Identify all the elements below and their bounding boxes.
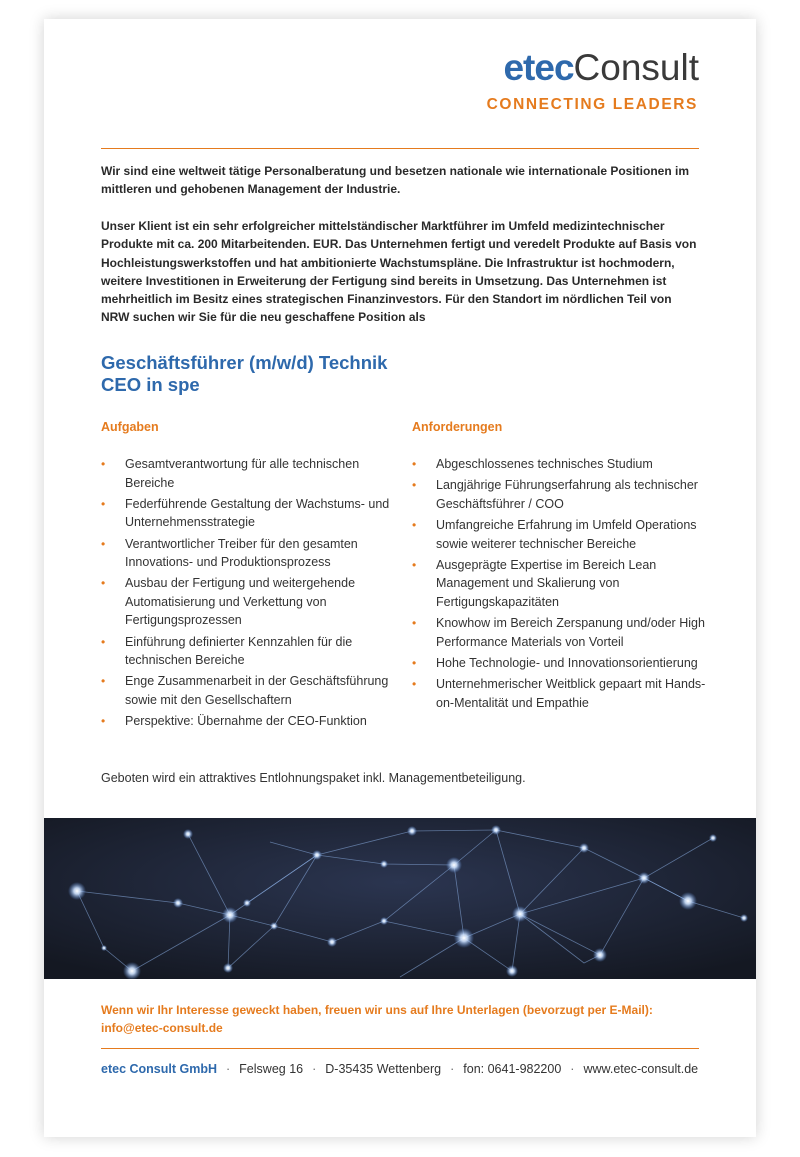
bullet-icon: • bbox=[101, 634, 106, 649]
bullet-icon: • bbox=[412, 677, 417, 692]
footer-separator: · bbox=[570, 1062, 575, 1076]
footer-phone: fon: 0641-982200 bbox=[463, 1062, 562, 1076]
bullet-icon: • bbox=[101, 714, 106, 729]
list-item-text: Hohe Technologie- und Innovationsorientierung bbox=[436, 655, 698, 670]
list-item bbox=[101, 633, 391, 670]
bullet-icon: • bbox=[101, 457, 106, 471]
tasks-heading: Aufgaben bbox=[101, 420, 159, 434]
position-title bbox=[101, 352, 387, 396]
network-graphic bbox=[44, 818, 756, 979]
footer-divider bbox=[101, 1048, 699, 1049]
requirements-heading: Anforderungen bbox=[412, 420, 503, 434]
list-item-text: Ausgeprägte Expertise im Bereich Lean Management und Skalierung von Fertigungskapazitäten bbox=[436, 557, 657, 609]
intro-paragraph-2: Unser Klient ist ein sehr erfolgreicher mittelständischer Marktführer im Umfeld medizintechnischer Produkte mit ca. 200 Mitarbeitenden. EUR. Das Unternehmen fertigt und veredelt Produkte auf Basis von Hochleistungswerkstoffen und hat ambitionierte Wachstumspläne. Die Infrastruktur ist hochmodern, weitere Investitionen in Erweiterung der Fertigung sind bereits in Umsetzung. Das Unternehmen ist mehrheitlich im Besitz eines strategischen Finanzinvestors. Für den Standort im nördlichen Teil von NRW suchen wir Sie für die neu geschaffene Position als bbox=[101, 219, 697, 325]
list-item-text: Ausbau der Fertigung und weitergehende Automatisierung und Verkettung von Fertigungsprozessen bbox=[125, 576, 356, 628]
list-item bbox=[101, 672, 391, 709]
list-item bbox=[101, 495, 391, 532]
bullet-icon: • bbox=[101, 496, 106, 511]
logo-tagline: CONNECTING LEADERS bbox=[486, 96, 698, 113]
footer-separator: · bbox=[450, 1062, 455, 1076]
bullet-icon: • bbox=[101, 674, 106, 689]
footer-street: Felsweg 16 bbox=[239, 1062, 304, 1076]
list-item-text: Enge Zusammenarbeit in der Geschäftsführung sowie mit den Gesellschaftern bbox=[125, 674, 389, 707]
intro-paragraph-1: Wir sind eine weltweit tätige Personalberatung und besetzen nationale wie internationale Positionen im mittleren und gehobenen Management der Industrie. bbox=[101, 164, 689, 197]
footer-website-link[interactable]: www.etec-consult.de bbox=[583, 1062, 699, 1076]
list-item-text: Abgeschlossenes technisches Studium bbox=[436, 457, 653, 471]
bullet-icon: • bbox=[412, 478, 417, 493]
list-item-text: Gesamtverantwortung für alle technischen Bereiche bbox=[125, 457, 360, 490]
bullet-icon: • bbox=[101, 576, 106, 591]
list-item-text: Langjährige Führungserfahrung als technischer Geschäftsführer / COO bbox=[436, 478, 698, 511]
contact-block bbox=[101, 1001, 701, 1037]
contact-email-link[interactable]: info@etec-consult.de bbox=[101, 1021, 223, 1035]
logo-brand-bold: etec bbox=[503, 47, 574, 88]
list-item bbox=[101, 712, 391, 731]
list-item bbox=[101, 574, 391, 630]
list-item bbox=[412, 455, 712, 474]
list-item bbox=[412, 654, 712, 673]
network-banner-image bbox=[44, 818, 756, 979]
bullet-icon: • bbox=[412, 518, 417, 533]
header-divider bbox=[101, 148, 699, 149]
list-item bbox=[101, 455, 391, 492]
offer-text: Geboten wird ein attraktives Entlohnungspaket inkl. Managementbeteiligung. bbox=[101, 771, 526, 785]
list-item bbox=[412, 556, 712, 612]
position-title-line2: CEO in spe bbox=[101, 374, 200, 395]
bullet-icon: • bbox=[412, 655, 417, 670]
footer-address bbox=[101, 1062, 701, 1076]
bullet-icon: • bbox=[412, 457, 417, 471]
list-item bbox=[101, 535, 391, 572]
bullet-icon: • bbox=[412, 616, 417, 631]
footer-separator: · bbox=[312, 1062, 317, 1076]
footer-city: D-35435 Wettenberg bbox=[325, 1062, 442, 1076]
list-item bbox=[412, 476, 712, 513]
requirements-list bbox=[412, 455, 712, 715]
list-item-text: Federführende Gestaltung der Wachstums- und Unternehmensstrategie bbox=[125, 496, 390, 530]
contact-text: Wenn wir Ihr Interesse geweckt haben, freuen wir uns auf Ihre Unterlagen (bevorzugt per E-Mail): bbox=[101, 1003, 653, 1017]
footer-company: etec Consult GmbH bbox=[101, 1062, 217, 1076]
list-item bbox=[412, 516, 712, 553]
list-item-text: Perspektive: Übernahme der CEO-Funktion bbox=[125, 714, 367, 729]
list-item-text: Knowhow im Bereich Zerspanung und/oder High Performance Materials von Vorteil bbox=[436, 616, 705, 649]
footer-separator: · bbox=[226, 1062, 231, 1076]
list-item-text: Unternehmerischer Weitblick gepaart mit Hands-on-Mentalität und Empathie bbox=[436, 677, 706, 710]
list-item-text: Umfangreiche Erfahrung im Umfeld Operations sowie weiterer technischer Bereiche bbox=[436, 518, 697, 551]
list-item-text: Einführung definierter Kennzahlen für die technischen Bereiche bbox=[125, 634, 353, 668]
bullet-icon: • bbox=[412, 557, 417, 572]
job-ad-page bbox=[44, 19, 756, 1137]
logo-brand-light: Consult bbox=[573, 47, 699, 88]
list-item bbox=[412, 614, 712, 651]
list-item bbox=[412, 675, 712, 712]
list-item-text: Verantwortlicher Treiber für den gesamten Innovations- und Produktionsprozess bbox=[125, 536, 358, 570]
tasks-list bbox=[101, 455, 391, 734]
company-logo bbox=[503, 45, 699, 91]
bullet-icon: • bbox=[101, 536, 106, 551]
position-title-line1: Geschäftsführer (m/w/d) Technik bbox=[101, 352, 388, 373]
